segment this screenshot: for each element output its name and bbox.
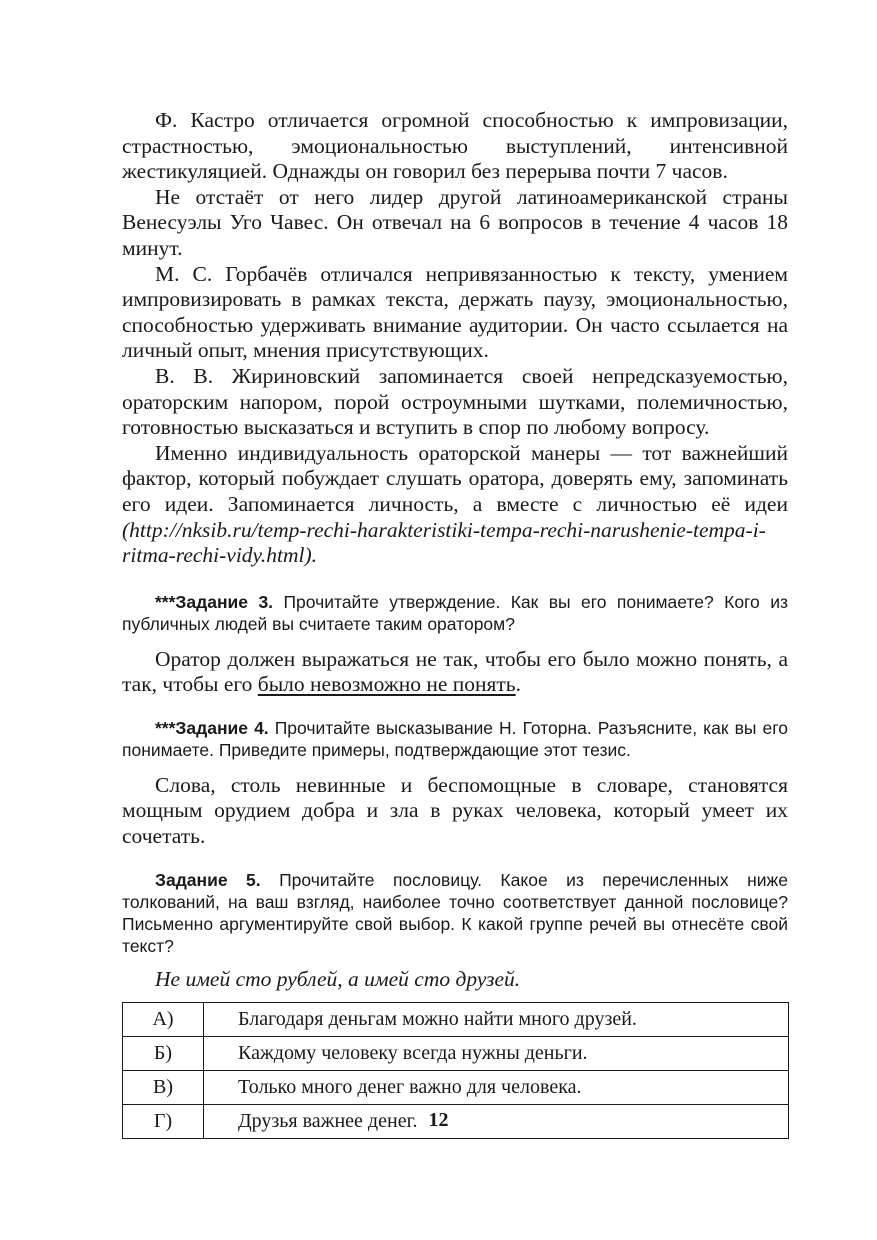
task3-quote-end: .: [515, 672, 521, 697]
option-text: Каждому человеку всегда нужны деньги.: [204, 1037, 789, 1071]
option-letter: Б): [123, 1037, 204, 1071]
task5-text: Прочитайте пословицу. Какое из перечисленных ниже толкований, на ваш взгляд, наиболее точно соответствует данной пословице? Письменно аргументируйте свой выбор. К какой группе речей вы отнесёте свой текст?: [122, 869, 788, 956]
option-row: [123, 1071, 789, 1105]
task4-text: Прочитайте высказывание Н. Готорна. Разъясните, как вы его понимаете. Приведите примеры, подтверждающие этот тезис.: [122, 717, 788, 760]
task4-label: ***Задание 4.: [155, 717, 269, 738]
page-number: 12: [428, 1109, 449, 1131]
task4-instruction: [122, 717, 788, 761]
option-row: [123, 1003, 789, 1037]
task3-quote-underlined: было невозможно не понять: [257, 672, 516, 697]
paragraph-individuality: [122, 441, 788, 569]
task3-quote-start: Оратор должен выражаться не так, чтобы его было можно понять, а так, чтобы его: [122, 646, 788, 697]
option-letter: В): [123, 1071, 204, 1105]
source-link: (http://nksib.ru/temp-rechi-harakteristiki-tempa-rechi-narushenie-tempa-i-ritma-rechi-vidy.html).: [122, 517, 766, 568]
option-text: Друзья важнее денег.: [204, 1105, 789, 1139]
paragraph-gorbachev: М. С. Горбачёв отличался непривязанностью к тексту, умением импровизировать в рамках текста, держать паузу, эмоциональностью, способностью удерживать внимание аудитории. Он часто ссылается на личный опыт, мнения присутствующих.: [122, 261, 788, 363]
task5-label: Задание 5.: [155, 869, 261, 890]
task5-proverb: Не имей сто рублей, а имей сто друзей.: [155, 966, 521, 991]
task3-quote: [122, 647, 788, 698]
paragraph-chavez: Не отстаёт от него лидер другой латиноамериканской страны Венесуэлы Уго Чавес. Он отвечал на 6 вопросов в течение 4 часов 18 минут.: [122, 184, 788, 260]
option-text: Благодаря деньгам можно найти много друзей.: [204, 1003, 789, 1037]
task5-instruction: [122, 869, 788, 957]
paragraph-zhirinovsky: В. В. Жириновский запоминается своей непредсказуемостью, ораторским напором, порой остроумными шутками, полемичностью, готовностью высказаться и вступить в спор по любому вопросу.: [122, 363, 788, 440]
paragraph-castro: Ф. Кастро отличается огромной способностью к импровизации, страстностью, эмоциональностью выступлений, интенсивной жестикуляцией. Однажды он говорил без перерыва почти 7 часов.: [122, 108, 788, 184]
option-letter: А): [123, 1003, 204, 1037]
task3-label: ***Задание 3.: [155, 591, 274, 612]
task3-text: Прочитайте утверждение. Как вы его понимаете? Кого из публичных людей вы считаете таким оратором?: [122, 591, 788, 634]
page-content: [122, 108, 788, 1139]
option-row: [123, 1037, 789, 1071]
task3-instruction: [122, 591, 788, 635]
individuality-text: Именно индивидуальность ораторской манеры — тот важнейший фактор, который побуждает слушать оратора, доверять ему, запоминать его идеи. Запоминается личность, а вместе с личностью её идеи: [122, 440, 788, 516]
option-letter: Г): [123, 1105, 204, 1139]
option-text: Только много денег важно для человека.: [204, 1071, 789, 1105]
task4-quote: Слова, столь невинные и беспомощные в словаре, становятся мощным орудием добра и зла в руках человека, который умеет их сочетать.: [122, 772, 788, 849]
